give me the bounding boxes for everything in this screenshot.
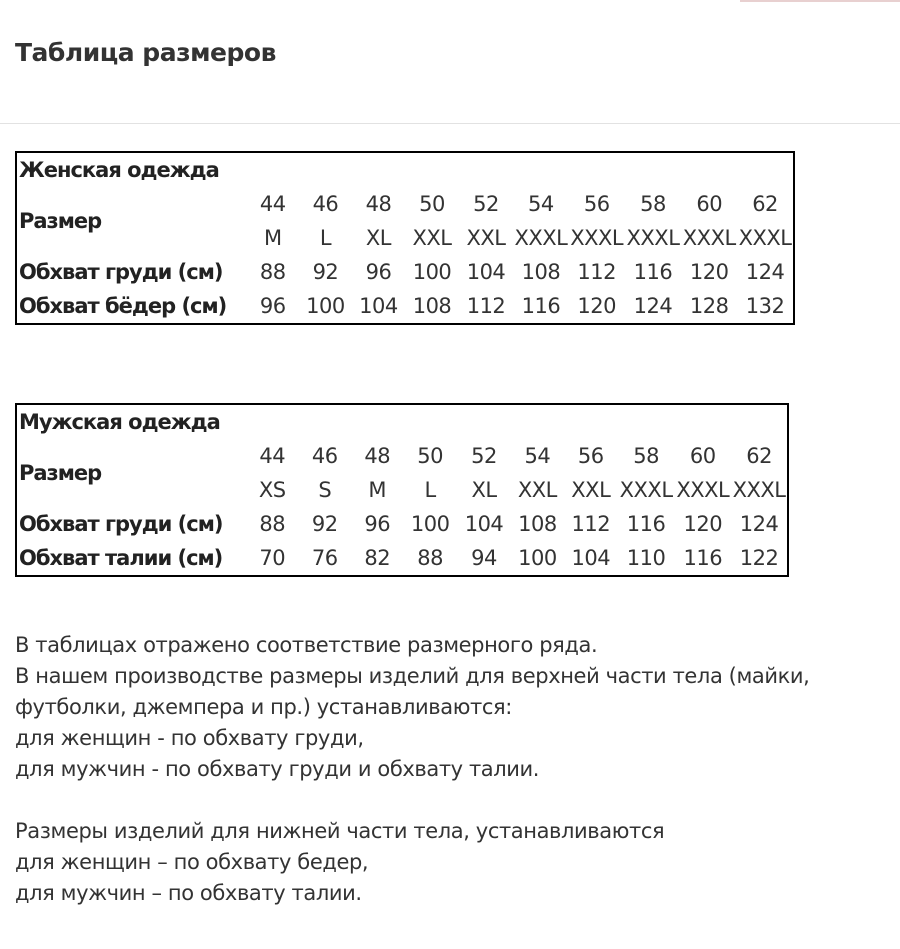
hips-value: 120 [577,294,616,318]
hips-value: 100 [306,294,345,318]
size-letter: M [263,226,282,250]
chest-value: 116 [626,512,666,536]
women-caption-row [17,153,793,187]
size-letter: XL [471,478,497,502]
waist-value: 76 [311,546,338,570]
size-letter: M [368,478,387,502]
chest-value: 108 [518,512,557,536]
size-letter: XXL [571,478,611,502]
women-hips-row [17,289,793,323]
size-number: 46 [312,192,339,216]
women-size-table [15,151,795,325]
men-waist-row [17,541,787,575]
hips-value: 104 [359,294,398,318]
women-table [17,153,793,323]
chest-value: 92 [312,260,339,284]
size-letter: XXL [412,226,452,250]
info-line: для мужчин – по обхвату талии. [15,881,362,905]
chest-value: 116 [633,260,673,284]
men-caption: Мужская одежда [19,410,220,434]
men-size-row [17,439,787,473]
size-number: 50 [417,444,444,468]
hips-value: 128 [689,294,729,318]
women-caption: Женская одежда [19,158,219,182]
chest-value: 112 [571,512,611,536]
waist-value: 116 [683,546,723,570]
size-letter: S [318,478,332,502]
waist-value: 82 [364,546,391,570]
chest-value: 104 [464,512,504,536]
page-title: Таблица размеров [15,38,276,67]
size-letter: XXXL [514,226,568,250]
size-number: 48 [364,444,391,468]
size-letter: XXXL [738,226,792,250]
men-chest-label: Обхват груди (см) [19,512,223,536]
hips-value: 112 [466,294,506,318]
size-letter: L [424,478,436,502]
info-line: В нашем производстве размеры изделий для верхней части тела (майки, футболки, джемпера и пр.) устанавливаются: [15,664,810,719]
info-line: для женщин – по обхвату бедер, [15,850,369,874]
size-number: 52 [471,444,497,468]
chest-value: 108 [521,260,561,284]
size-number: 44 [259,444,286,468]
hips-value: 96 [259,294,286,318]
paragraph-gap [15,785,890,816]
size-letter: XXXL [682,226,736,250]
size-letter: XS [258,478,286,502]
size-letter: XL [365,226,392,250]
chest-value: 96 [364,512,391,536]
size-letter: XXXL [732,478,786,502]
size-letter: XXXL [570,226,624,250]
men-size-table [15,403,789,577]
info-line: для мужчин - по обхвату груди и обхвату талии. [15,757,540,781]
hips-value: 116 [521,294,561,318]
chest-value: 88 [259,260,286,284]
chest-value: 92 [311,512,338,536]
chest-value: 124 [739,512,779,536]
size-number: 44 [259,192,286,216]
chest-value: 120 [689,260,729,284]
chest-value: 88 [259,512,286,536]
size-number: 54 [528,192,554,216]
men-chest-row [17,507,787,541]
size-number: 62 [752,192,778,216]
size-letter: XXXL [626,226,680,250]
women-hips-label: Обхват бёдер (см) [19,294,227,318]
info-line: В таблицах отражено соответствие размерного ряда. [15,633,598,657]
size-number: 62 [746,444,772,468]
waist-value: 110 [626,546,666,570]
size-letter: XXXL [619,478,673,502]
size-letter: L [319,226,332,250]
size-letter: XXL [517,478,557,502]
info-line: Размеры изделий для нижней части тела, устанавливаются [15,819,665,843]
waist-value: 94 [471,546,497,570]
women-size-row [17,187,793,221]
size-number: 56 [577,444,604,468]
size-number: 56 [583,192,610,216]
info-line: для женщин - по обхвату груди, [15,726,364,750]
waist-value: 122 [739,546,779,570]
size-number: 58 [640,192,666,216]
women-chest-label: Обхват груди (см) [19,260,223,284]
size-number: 54 [524,444,551,468]
men-size-label: Размер [19,461,102,485]
chest-value: 100 [412,260,452,284]
chest-value: 104 [466,260,506,284]
men-waist-label: Обхват талии (см) [19,546,223,570]
chest-value: 120 [683,512,723,536]
size-number: 46 [311,444,338,468]
men-caption-row [17,405,787,439]
size-letter: XXXL [676,478,730,502]
hips-value: 132 [745,294,785,318]
hips-value: 124 [633,294,673,318]
waist-value: 88 [417,546,444,570]
size-letter: XXL [466,226,506,250]
size-number: 50 [419,192,445,216]
men-table [17,405,787,575]
chest-value: 96 [365,260,392,284]
chest-value: 100 [410,512,450,536]
size-info-text [15,630,890,909]
size-number: 60 [696,192,723,216]
women-size-label: Размер [19,209,102,233]
waist-value: 70 [259,546,286,570]
waist-value: 100 [518,546,557,570]
top-accent-line [740,0,900,2]
size-number: 52 [473,192,499,216]
size-number: 60 [689,444,716,468]
waist-value: 104 [571,546,611,570]
chest-value: 124 [745,260,785,284]
hips-value: 108 [412,294,452,318]
women-chest-row [17,255,793,289]
size-number: 48 [365,192,392,216]
size-number: 58 [633,444,659,468]
chest-value: 112 [577,260,616,284]
header-divider [0,123,900,124]
